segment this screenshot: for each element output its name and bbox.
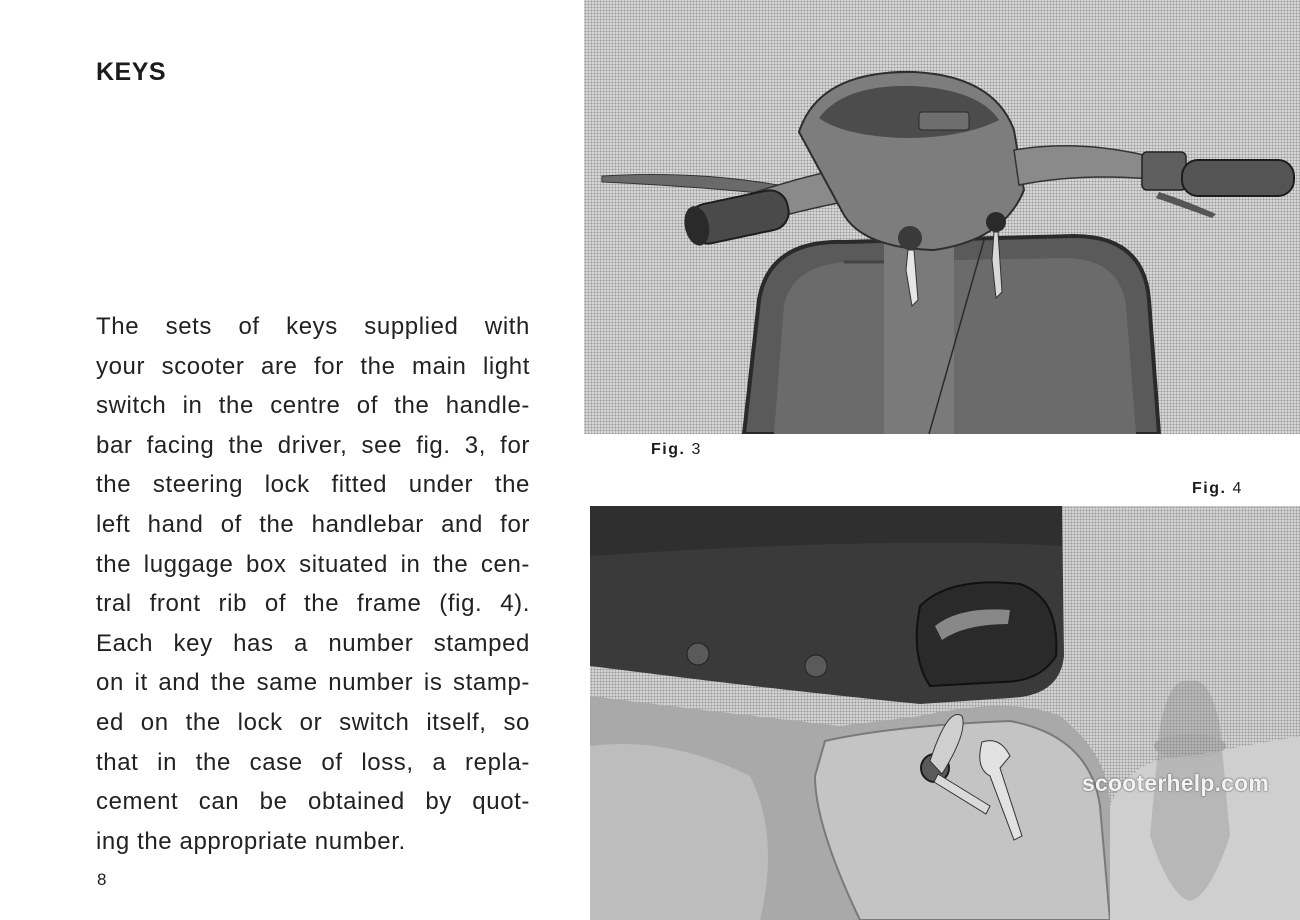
body-line: the luggage box situated in the cen- [96, 550, 530, 578]
page-title: KEYS [96, 58, 167, 86]
body-line: the steering lock fitted under the [96, 471, 530, 499]
figure-3-caption: Fig. 3 [651, 441, 702, 458]
body-line: The sets of keys supplied with [96, 313, 530, 340]
body-line: on it and the same number is stamp- [96, 669, 530, 697]
body-line: Each key has a number stamped [96, 629, 530, 657]
page-number: 8 [97, 870, 107, 889]
figure-3-photo [584, 0, 1300, 434]
body-line: cement can be obtained by quot- [96, 788, 530, 816]
figure-4-photo [590, 506, 1300, 920]
body-line: left hand of the handlebar and for [96, 510, 530, 538]
body-paragraph [96, 307, 530, 861]
body-line: ing the appropriate number. [96, 827, 406, 855]
body-line: tral front rib of the frame (fig. 4). [96, 590, 530, 618]
figure-4-caption: Fig. 4 [1192, 480, 1243, 497]
body-line: that in the case of loss, a repla- [96, 748, 530, 776]
handlebar-illustration [584, 0, 1300, 434]
body-line: bar facing the driver, see fig. 3, for [96, 431, 530, 459]
body-line: your scooter are for the main light [96, 352, 530, 380]
body-line: ed on the lock or switch itself, so [96, 708, 530, 736]
luggage-lock-illustration [590, 506, 1300, 920]
body-line: switch in the centre of the handle- [96, 392, 530, 420]
watermark-text: scooterhelp.com [1082, 770, 1270, 796]
